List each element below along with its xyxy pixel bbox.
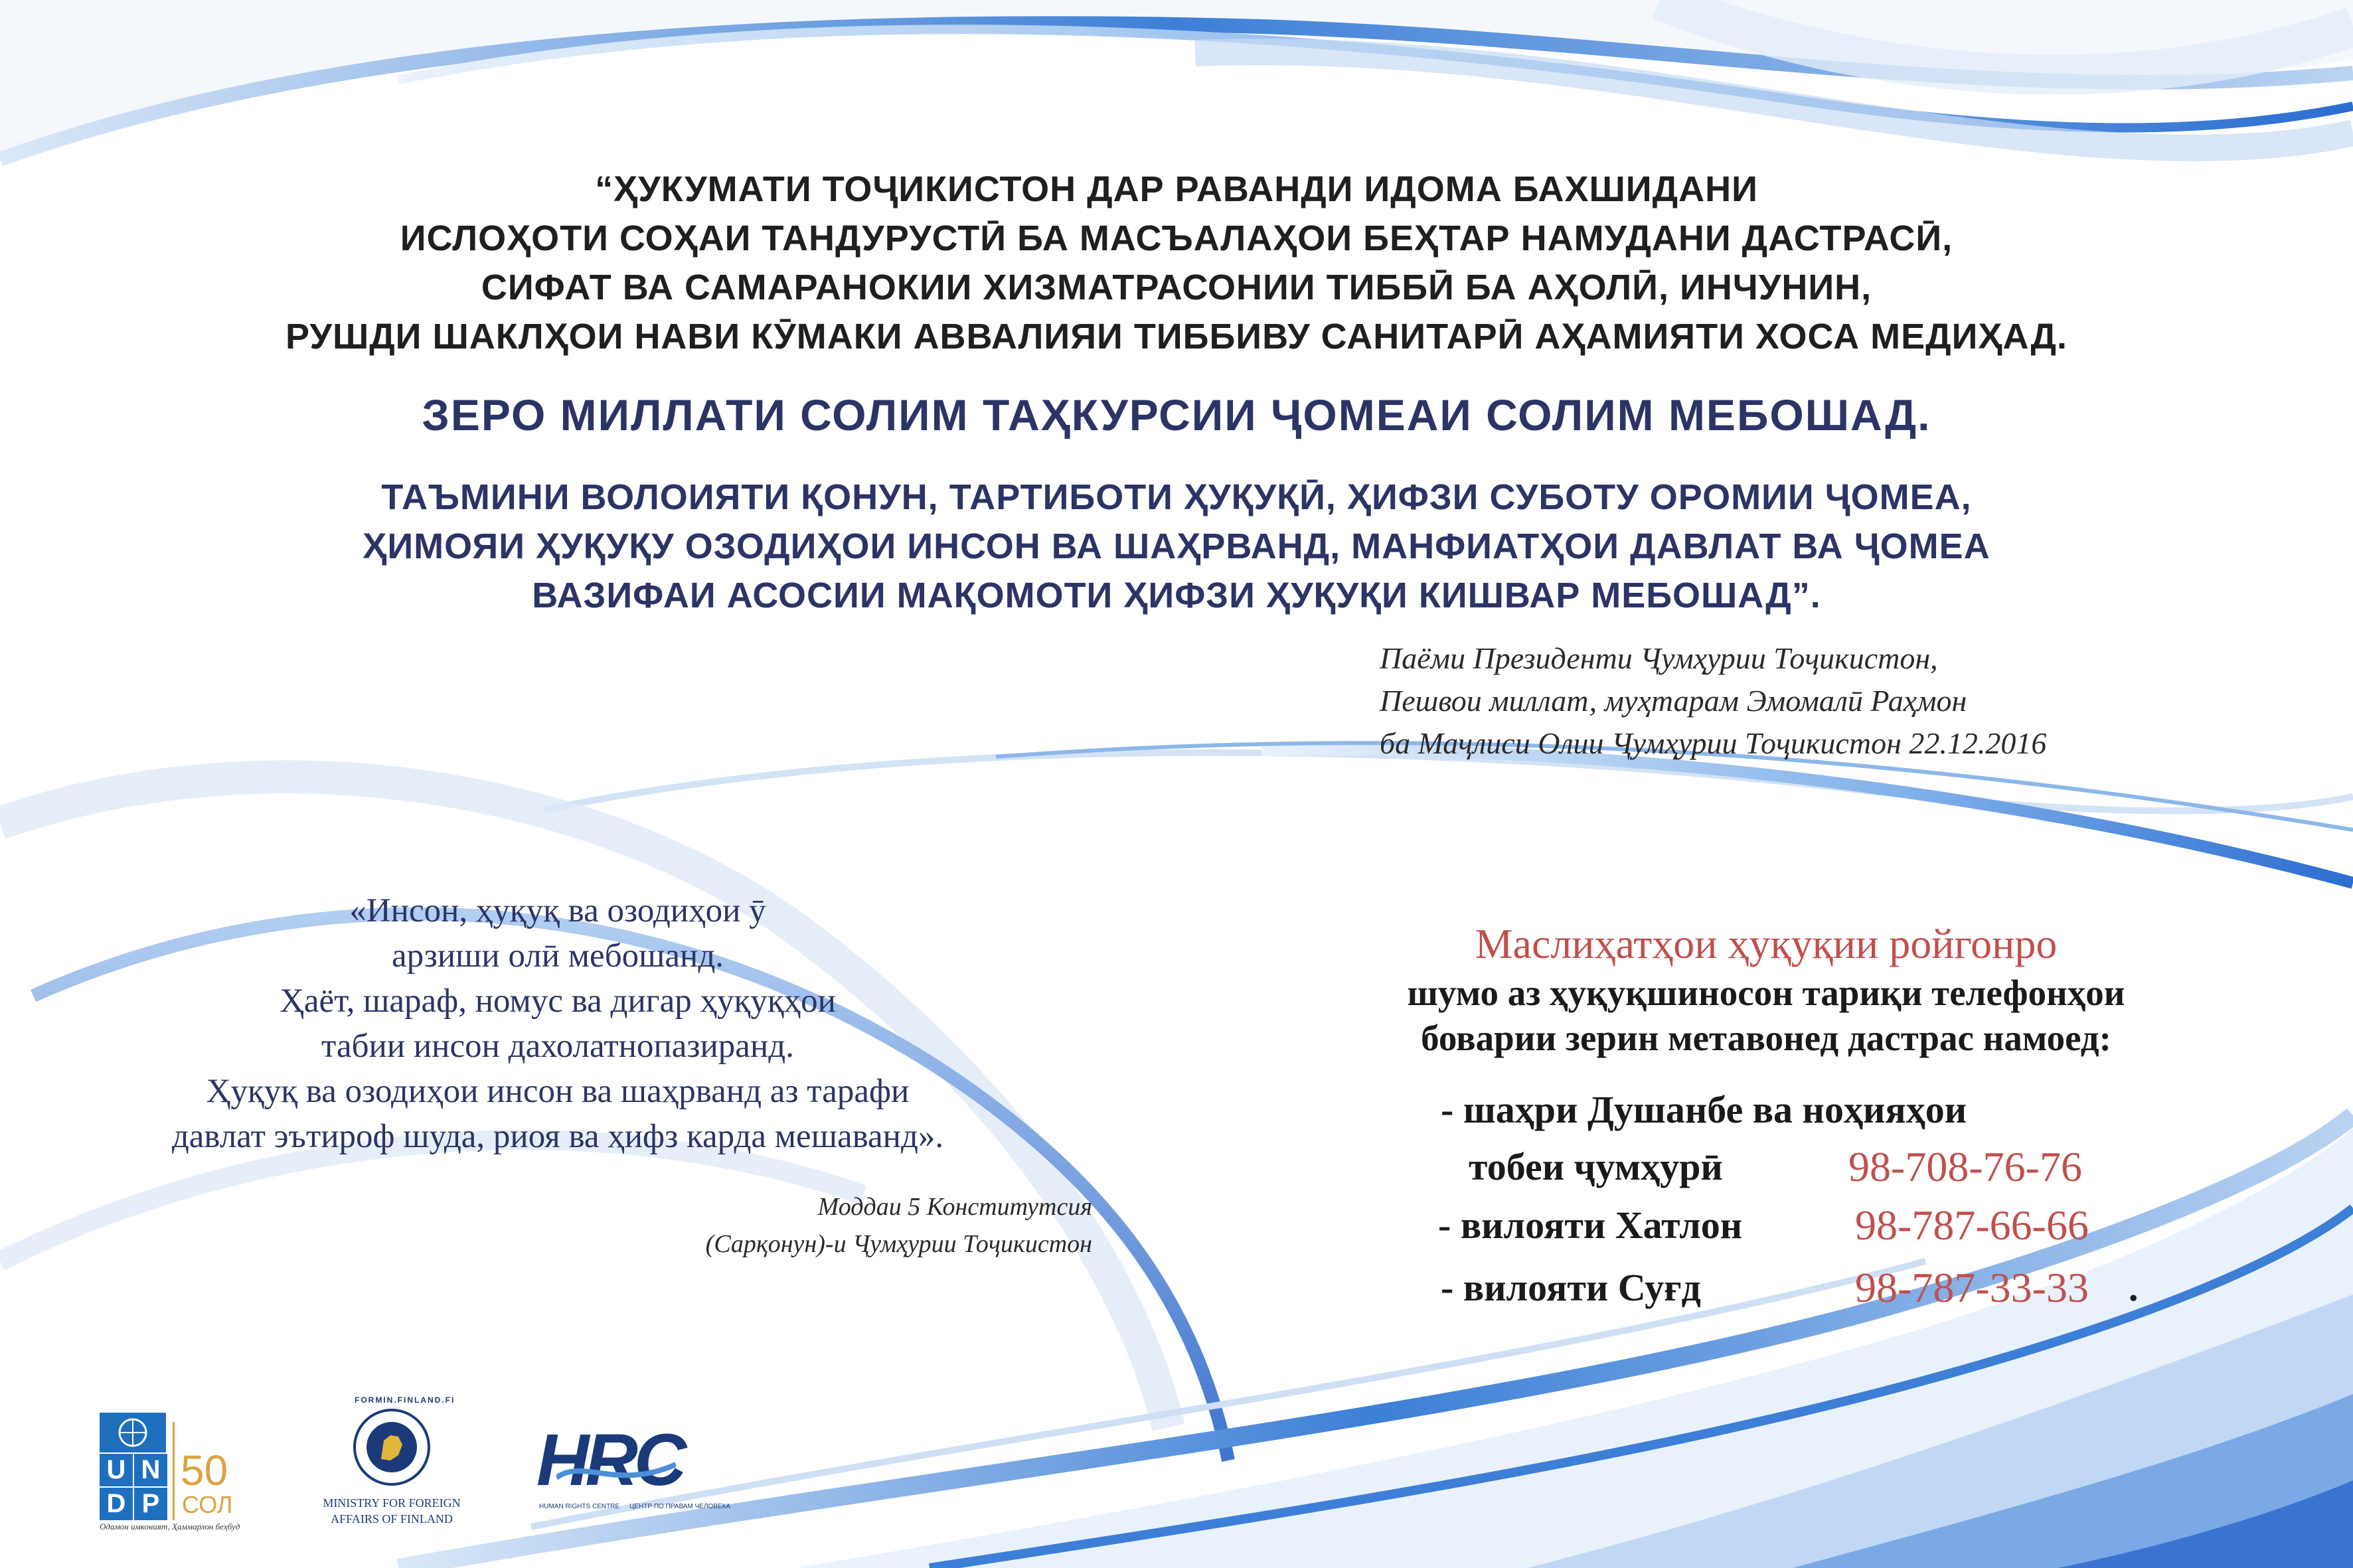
finland-mfa-logo [305,1395,478,1527]
quote-top [40,165,2313,361]
khatlon-phone[interactable]: 98-787-66-66 [1855,1202,2089,1249]
undp-letter: U [100,1454,133,1486]
finland-line-1: MINISTRY FOR FOREIGN [323,1496,461,1510]
consultation-heading [1235,916,2297,972]
constitution-quote-line: арзиши олӣ мебошанд. [391,937,724,975]
constitution-quote-line: табии инсон дахолатнопазиранд. [321,1028,794,1065]
slogan-text: ЗЕРО МИЛЛАТИ СОЛИМ ТАҲКУРСИИ ҶОМЕАИ СОЛИМ МЕБОШАД. [422,390,1931,439]
hrc-wave-icon [556,1451,676,1491]
khatlon-label: - вилояти Хатлон [1438,1204,1743,1247]
president-attribution [1380,637,2309,765]
constitution-source-line: (Сарқонун)-и Ҷумҳурии Тоҷикистон [705,1230,1092,1258]
quote-top-line: “ҲУКУМАТИ ТОҶИКИСТОН ДАР РАВАНДИ ИДОМА БАХШИДАНИ [595,169,1758,209]
constitution-quote [66,888,1049,1159]
finland-ring-text: FORMIN.FINLAND.FI [355,1395,455,1405]
consultation-text [1235,971,2297,1061]
dushanbe-label-2: тобеи ҷумҳурӣ [1469,1145,1723,1188]
constitution-quote-line: Ҳуқуқ ва озодиҳои инсон ва шаҳрванд аз тарафи [206,1073,910,1110]
quote-middle-line: ҲИМОЯИ ҲУҚУҚУ ОЗОДИҲОИ ИНСОН ВА ШАҲРВАНД, МАНФИАТҲОИ ДАВЛАТ ВА ҶОМЕА [363,526,1990,566]
finland-lion-emblem-icon [352,1407,432,1487]
attribution-line: Пешвои миллат, муҳтарам Эмомалӣ Раҳмон [1380,684,1967,718]
quote-middle-line: ВАЗИФАИ АСОСИИ МАҚОМОТИ ҲИФЗИ ҲУҚУҚИ КИШВАР МЕБОШАД”. [532,576,1821,615]
quote-top-line: СИФАТ ВА САМАРАНОКИИ ХИЗМАТРАСОНИИ ТИББӢ БА АҲОЛӢ, ИНЧУНИН, [481,268,1872,307]
hrc-caption-ru: ЦЕНТР ПО ПРАВАМ ЧЕЛОВЕКА [629,1503,731,1510]
sponsor-logos [0,1394,797,1567]
undp-divider [173,1422,175,1520]
un-emblem-icon [100,1413,166,1452]
constitution-source [598,1188,1092,1263]
hrc-logo [536,1418,749,1518]
constitution-quote-line: «Инсон, ҳуқуқ ва озодиҳои ӯ [349,892,766,929]
consultation-line: боварии зерин метавонед дастрас намоед: [1421,1018,2111,1058]
hrc-caption-en: HUMAN RIGHTS CENTRE [539,1503,620,1510]
quote-middle [40,473,2313,620]
undp-anniversary-word: СОЛ [182,1491,233,1518]
undp-logo [100,1413,272,1531]
sughd-period: . [2129,1266,2139,1309]
hrc-mark: HRC [536,1419,683,1501]
sughd-label: - вилояти Суғд [1441,1266,1701,1309]
undp-tagline: Одамон имконият, Ҳаммарлон беҳбуд [100,1522,240,1531]
quote-top-line: ИСЛОҲОТИ СОҲАИ ТАНДУРУСТӢ БА МАСЪАЛАҲОИ БЕҲТАР НАМУДАНИ ДАСТРАСӢ, [400,218,1953,258]
attribution-line: Паёми Президенти Ҷумҳурии Тоҷикистон, [1380,641,1938,675]
dushanbe-phone[interactable]: 98-708-76-76 [1848,1143,2082,1190]
wave-mid-2 [1261,749,2353,883]
constitution-quote-line: давлат эътироф шуда, риоя ва ҳифз карда мешаванд». [171,1118,944,1155]
sughd-phone[interactable]: 98-787-33-33 [1855,1264,2089,1311]
attribution-line: ба Маҷлиси Олии Ҷумҳурии Тоҷикистон 22.12.2016 [1380,726,2047,760]
undp-anniversary-number: 50 [181,1447,228,1494]
slogan-heading [40,385,2313,445]
finland-line-2: AFFAIRS OF FINLAND [331,1512,453,1526]
constitution-source-line: Моддаи 5 Конститутсия [817,1193,1092,1221]
quote-top-line: РУШДИ ШАКЛҲОИ НАВИ КӮМАКИ АВВАЛИЯИ ТИББИВУ САНИТАРӢ АҲАМИЯТИ ХОСА МЕДИҲАД. [285,317,2068,356]
undp-letter: D [100,1488,133,1520]
consultation-line: шумо аз ҳуқуқшиносон тариқи телефонҳои [1407,973,2125,1013]
constitution-quote-line: Ҳаёт, шараф, номус ва дигар ҳуқуқҳои [280,982,836,1020]
undp-letter: P [134,1488,167,1520]
dushanbe-label: - шаҳри Душанбе ва ноҳияҳои [1441,1088,1967,1131]
undp-letter: N [134,1454,167,1486]
quote-middle-line: ТАЪМИНИ ВОЛОИЯТИ ҚОНУН, ТАРТИБОТИ ҲУҚУҚӢ, ҲИФЗИ СУБОТУ ОРОМИИ ҶОМЕА, [381,477,1972,517]
consultation-heading-text: Маслиҳатҳои ҳуқуқии ройгонро [1475,920,2058,967]
